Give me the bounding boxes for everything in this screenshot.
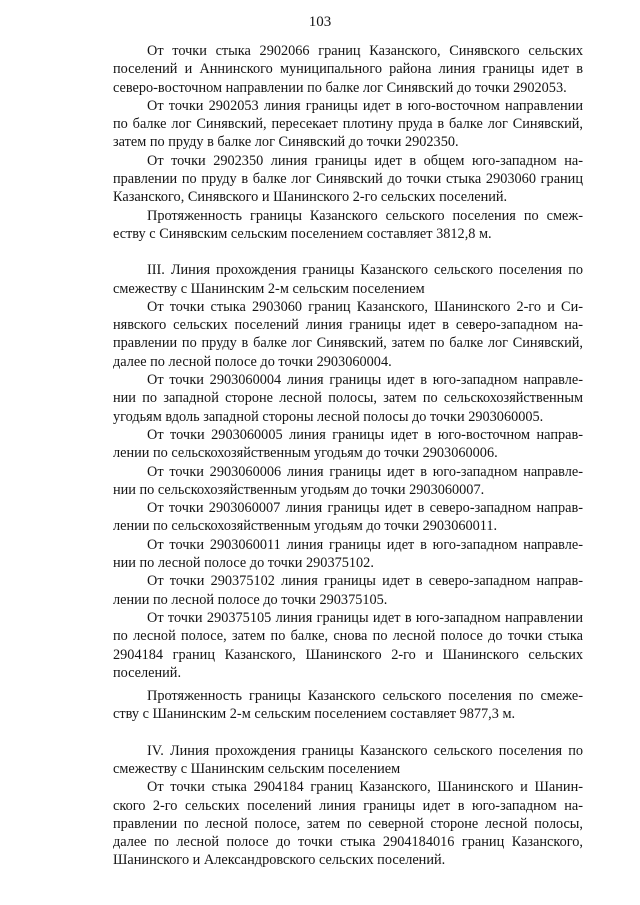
page-number: 103 (308, 14, 332, 30)
paragraph: От точки 290375105 линия границы идет в юго-западном направлении по лесной полосе, затем по балке, снова по лесной полосе до точки стыка 2904184 границ Казанского, Шанинского 2-го и Шанинского сельских поселений. (113, 609, 583, 681)
paragraph: От точки 2903060011 линия границы идет в юго-западном направлении по лесной полосе до точки 290375102. (113, 536, 583, 572)
paragraph: От точки 290375102 линия границы идет в северо-западном направлении по лесной полосе до точки 290375105. (113, 573, 583, 608)
paragraph: От точки 2902350 линия границы идет в общем юго-западном направлении по пруду в балке лог Синявский до точки стыка 2903060 границ Казанского, Синявского и Шанинского 2-го сельских поселений. (113, 152, 583, 206)
paragraph: От точки стыка 2902066 границ Казанского, Синявского сельских поселений и Аннинского муниципального района линия границы идет в северо-восточном направлении по балке лог Синявский до точки 2902053. (113, 43, 583, 96)
paragraph: От точки стыка 2903060 границ Казанского, Шанинского 2-го и Синявского сельских поселений линия границы идет в северо-западном направлении по пруду в балке лог Синявский, затем по балке лог Синявский, далее по лесной полосе до точки 2903060004. (113, 298, 583, 370)
section-heading-iii: III. Линия прохождения границы Казанского сельского поселения по смежеству с Шанинским 2-м сельским поселением (113, 262, 583, 297)
paragraph: Протяженность границы Казанского сельского поселения по смежеству с Синявским сельским поселением составляет 3812,8 м. (113, 207, 583, 242)
paragraph: От точки стыка 2904184 границ Казанского, Шанинского и Шанинского 2-го сельских поселений линия границы идет в юго-западном направлении по лесной полосе, затем по северной стороне лесной полосы, далее по лесной полосе до точки стыка 2904184016 границ Казанского, Шанинского и Александровского сельских поселений. (113, 779, 583, 869)
paragraph: От точки 2902053 линия границы идет в юго-восточном направлении по балке лог Синявский, пересекает плотину пруда в балке лог Синявский, затем по пруду в балке лог Синявский до точки 2902350. (113, 97, 583, 151)
paragraph: От точки 2903060007 линия границы идет в северо-западном направлении по сельскохозяйственным угодьям до точки 2903060011. (113, 500, 583, 535)
paragraph: От точки 2903060004 линия границы идет в юго-западном направлении по западной стороне лесной полосы, затем по сельскохозяйственным угодьям вдоль западной стороны лесной полосы до точки 2903060005. (113, 372, 583, 425)
document-body (113, 42, 583, 870)
paragraph: От точки 2903060006 линия границы идет в юго-западном направлении по сельскохозяйственным угодьям до точки 2903060007. (113, 463, 583, 498)
paragraph: Протяженность границы Казанского сельского поселения по смежеству с Шанинским 2-м сельским поселением составляет 9877,3 м. (113, 688, 583, 723)
paragraph: От точки 2903060005 линия границы идет в юго-восточном направлении по сельскохозяйственным угодьям до точки 2903060006. (113, 426, 583, 462)
section-heading-iv: IV. Линия прохождения границы Казанского сельского поселения по смежеству с Шанинским сельским поселением (113, 742, 583, 777)
